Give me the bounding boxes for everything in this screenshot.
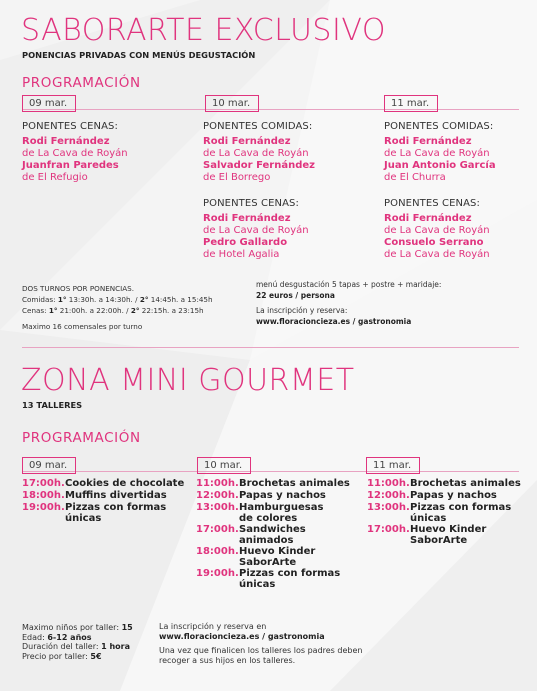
workshop-time: 13:00h. <box>367 502 410 513</box>
minigourmet-title: ZONA MINI GOURMET <box>21 363 355 398</box>
info-value: 5€ <box>90 651 102 661</box>
chef-place: de El Churra <box>384 172 446 183</box>
section-label: PONENTES CENAS: <box>203 198 299 209</box>
workshop-time: 12:00h. <box>196 490 239 501</box>
info-age <box>22 633 133 643</box>
turns-cenas <box>22 305 213 316</box>
section-label: PONENTES COMIDAS: <box>384 121 494 132</box>
saborarte-day-10 <box>203 121 315 261</box>
turns-max: Maximo 16 comensales por turno <box>22 322 143 331</box>
info-price <box>22 652 133 662</box>
chef-name: Juanfran Paredes <box>22 160 119 171</box>
chef-name: Rodi Fernández <box>384 213 472 224</box>
signup-note-line1: Una vez que finalicen los talleres los padres deben <box>159 646 363 655</box>
date-label: 10 mar. <box>205 95 259 112</box>
chef-name: Consuelo Serrano <box>384 237 484 248</box>
turns-comidas <box>22 294 213 305</box>
workshop-name: Huevo Kinder SaborArte <box>410 524 487 546</box>
chef-place: de La Cava de Royán <box>22 148 128 159</box>
comidas-label: Comidas: <box>22 295 56 304</box>
turn-2-label: 2° <box>130 306 140 315</box>
date-row-line <box>22 471 519 472</box>
workshop-row <box>196 478 350 490</box>
workshop-time: 17:00h. <box>196 524 239 535</box>
info-value: 1 hora <box>101 642 131 651</box>
chef-name: Rodi Fernández <box>384 136 472 147</box>
turn-1-label: 1° <box>57 295 67 304</box>
date-label: 11 mar. <box>366 457 420 474</box>
workshop-time: 18:00h. <box>196 546 239 557</box>
chef-place: de Hotel Agalia <box>203 249 280 260</box>
workshop-row <box>196 546 350 568</box>
chef-place: de La Cava de Royán <box>384 225 490 236</box>
info-label: Maximo niños por taller: <box>22 623 120 632</box>
workshop-row <box>367 524 521 546</box>
turn-2-time: 22:15h. a 23:15h <box>141 306 204 315</box>
workshop-name: Pizzas con formas únicas <box>65 502 167 524</box>
workshop-name: Hamburguesas de colores <box>239 502 324 524</box>
info-label: Edad: <box>22 632 45 642</box>
turn-2-label: 2° <box>139 295 149 304</box>
turn-1-time: 21:00h. a 22:00h. / <box>59 306 129 315</box>
workshop-row <box>367 502 521 524</box>
workshop-time: 12:00h. <box>367 490 410 501</box>
workshop-time: 19:00h. <box>22 502 65 513</box>
date-label: 09 mar. <box>22 95 76 112</box>
info-value: 6-12 años <box>47 632 92 642</box>
date-label: 11 mar. <box>384 95 438 112</box>
info-label: Duración del taller: <box>22 642 99 651</box>
turns-heading: DOS TURNOS POR PONENCIAS. <box>22 284 135 293</box>
workshop-name: Papas y nachos <box>239 490 326 501</box>
saborarte-day-09 <box>22 121 128 184</box>
workshop-name: Pizzas con formas únicas <box>410 502 512 524</box>
signup-label: La inscripción y reserva en <box>159 622 267 631</box>
saborarte-title: SABORARTE EXCLUSIVO <box>21 13 386 48</box>
workshop-name: Brochetas animales <box>410 478 521 489</box>
chef-place: de El Borrego <box>203 172 271 183</box>
workshop-time: 13:00h. <box>196 502 239 513</box>
section-label: PONENTES CENAS: <box>22 121 118 132</box>
signup-link[interactable]: www.floracioncieza.es / gastronomia <box>159 631 325 641</box>
workshop-name: Huevo Kinder SaborArte <box>239 546 316 568</box>
minigourmet-info <box>22 623 133 661</box>
workshop-time: 19:00h. <box>196 568 239 579</box>
section-divider <box>22 347 519 348</box>
menu-price: 22 euros / persona <box>256 291 335 300</box>
chef-name: Rodi Fernández <box>203 213 291 224</box>
workshop-time: 11:00h. <box>367 478 410 489</box>
turn-2-time: 14:45h. a 15:45h <box>150 295 213 304</box>
workshop-time: 11:00h. <box>196 478 239 489</box>
chef-place: de La Cava de Royán <box>384 249 490 260</box>
workshop-row <box>22 490 184 502</box>
signup-note-line2: recoger a sus hijos en los talleres. <box>159 655 296 665</box>
section-label: PONENTES COMIDAS: <box>203 121 313 132</box>
workshop-name: Sandwiches animados <box>239 524 306 546</box>
workshop-row <box>196 568 350 590</box>
saborarte-day-11 <box>384 121 496 261</box>
workshop-name: Brochetas animales <box>239 478 350 489</box>
workshops-day-11 <box>367 478 521 546</box>
turn-1-time: 13:30h. a 14:30h. / <box>68 295 138 304</box>
workshops-day-10 <box>196 478 350 590</box>
chef-name: Juan Antonio García <box>384 160 496 171</box>
saborarte-program-heading: PROGRAMACIÓN <box>22 75 141 91</box>
workshop-name: Pizzas con formas únicas <box>239 568 341 590</box>
date-row-line <box>22 109 519 110</box>
chef-place: de La Cava de Royán <box>203 148 309 159</box>
workshop-time: 17:00h. <box>22 478 65 489</box>
workshop-time: 17:00h. <box>367 524 410 535</box>
menu-info <box>256 279 441 327</box>
workshops-day-09 <box>22 478 184 524</box>
chef-place: de El Refugio <box>22 172 88 183</box>
info-label: Precio por taller: <box>22 651 88 661</box>
info-value: 15 <box>121 623 133 632</box>
workshop-row <box>196 490 350 502</box>
minigourmet-signup <box>159 622 362 665</box>
chef-name: Rodi Fernández <box>203 136 291 147</box>
saborarte-subtitle: PONENCIAS PRIVADAS CON MENÚS DEGUSTACIÓN <box>22 50 256 60</box>
info-duration <box>22 642 133 652</box>
minigourmet-program-heading: PROGRAMACIÓN <box>22 430 141 446</box>
workshop-row <box>22 502 184 524</box>
chef-name: Rodi Fernández <box>22 136 110 147</box>
workshop-name: Cookies de chocolate <box>65 478 185 489</box>
workshop-row <box>367 478 521 490</box>
chef-name: Pedro Gallardo <box>203 237 288 248</box>
menu-signup-label: La inscripción y reserva: <box>256 306 348 315</box>
info-max <box>22 623 133 633</box>
workshop-row <box>22 478 184 490</box>
chef-name: Salvador Fernández <box>203 160 315 171</box>
section-label: PONENTES CENAS: <box>384 198 480 209</box>
workshop-time: 18:00h. <box>22 490 65 501</box>
date-label: 10 mar. <box>197 457 251 474</box>
cenas-label: Cenas: <box>22 306 47 315</box>
workshop-name: Papas y nachos <box>410 490 497 501</box>
turns-info <box>22 283 213 332</box>
menu-description: menú desgustación 5 tapas + postre + maridaje: <box>256 280 442 289</box>
workshop-row <box>196 502 350 524</box>
workshop-row <box>367 490 521 502</box>
date-label: 09 mar. <box>22 457 76 474</box>
turn-1-label: 1° <box>48 306 58 315</box>
workshop-name: Muffins divertidas <box>65 490 167 501</box>
workshop-row <box>196 524 350 546</box>
chef-place: de La Cava de Royán <box>203 225 309 236</box>
menu-signup-link[interactable]: www.floracionciez​a.es / gastronomia <box>256 317 412 326</box>
chef-place: de La Cava de Royán <box>384 148 490 159</box>
minigourmet-subtitle: 13 TALLERES <box>22 400 83 410</box>
